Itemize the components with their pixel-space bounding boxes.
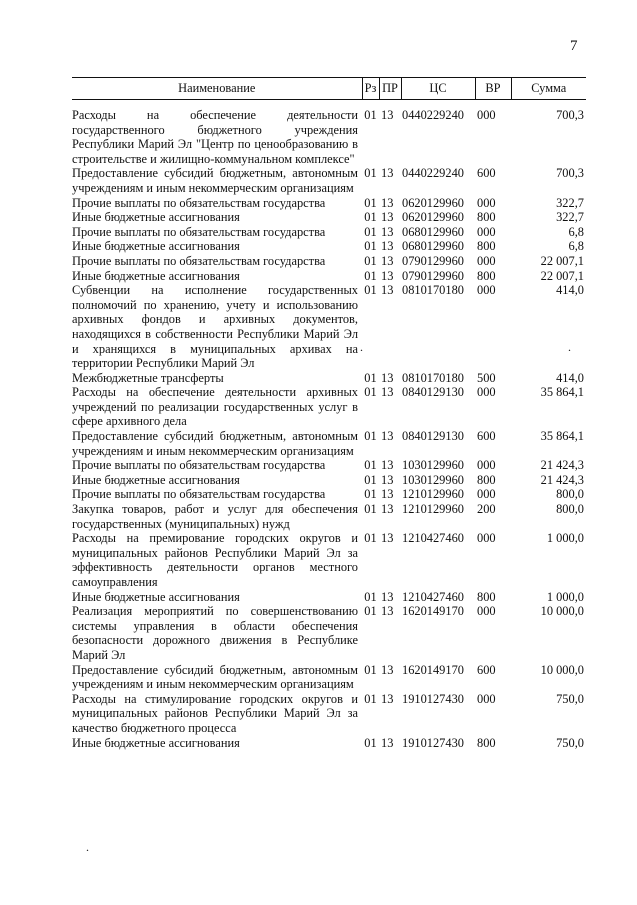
cell-cs: 1910127430 bbox=[402, 735, 464, 750]
cell-vr: 000 bbox=[477, 531, 496, 546]
table-row bbox=[72, 590, 586, 605]
table-row bbox=[72, 473, 586, 488]
cell-vr: 000 bbox=[477, 283, 496, 298]
cell-vr: 000 bbox=[477, 224, 496, 239]
header-pr: ПР bbox=[379, 78, 401, 100]
cell-name: Предоставление субсидий бюджетным, автономным учреждениям и иным некоммерческим организациям bbox=[72, 429, 358, 458]
table-row bbox=[72, 663, 586, 692]
cell-cs: 0840129130 bbox=[402, 429, 464, 444]
cell-vr: 000 bbox=[477, 385, 496, 400]
cell-sum: 6,8 bbox=[568, 224, 584, 239]
cell-rz: 01 bbox=[364, 691, 377, 706]
page-number: 7 bbox=[570, 38, 578, 54]
header-cs: ЦС bbox=[401, 78, 475, 100]
cell-sum: 750,0 bbox=[556, 691, 584, 706]
cell-rz: 01 bbox=[364, 458, 377, 473]
table-row bbox=[72, 166, 586, 195]
cell-vr: 600 bbox=[477, 166, 496, 181]
cell-pr: 13 bbox=[381, 166, 394, 181]
cell-rz: 01 bbox=[364, 108, 377, 122]
cell-sum: 21 424,3 bbox=[540, 472, 584, 487]
cell-rz: 01 bbox=[364, 224, 377, 239]
cell-name: Закупка товаров, работ и услуг для обеспечения государственных (муниципальных) нужд bbox=[72, 502, 358, 531]
cell-sum: 750,0 bbox=[556, 735, 584, 750]
cell-pr: 13 bbox=[381, 589, 394, 604]
cell-rz: 01 bbox=[364, 283, 377, 298]
cell-vr: 500 bbox=[477, 370, 496, 385]
cell-cs: 1210427460 bbox=[402, 589, 464, 604]
cell-name: Расходы на обеспечение деятельности архивных учреждений по реализации государственных услуг в сфере архивного дела bbox=[72, 385, 358, 429]
cell-rz: 01 bbox=[364, 385, 377, 400]
cell-cs: 0620129960 bbox=[402, 210, 464, 225]
cell-cs: 0620129960 bbox=[402, 195, 464, 210]
cell-name: Субвенции на исполнение государственных полномочий по хранению, учету и использованию архивных фондов и архивных документов, находящихся в собственности Республики Марий Эл и хранящихся в муниципальных архивах на территории Республики Марий Эл bbox=[72, 283, 358, 371]
cell-vr: 800 bbox=[477, 589, 496, 604]
cell-rz: 01 bbox=[364, 589, 377, 604]
table-row bbox=[72, 502, 586, 531]
cell-name: Иные бюджетные ассигнования bbox=[72, 268, 240, 283]
cell-name: Иные бюджетные ассигнования bbox=[72, 210, 240, 225]
cell-sum: 22 007,1 bbox=[540, 268, 584, 283]
cell-cs: 0680129960 bbox=[402, 224, 464, 239]
cell-sum: 800,0 bbox=[556, 502, 584, 517]
cell-cs: 0810170180 bbox=[402, 370, 464, 385]
cell-name: Прочие выплаты по обязательствам государства bbox=[72, 458, 326, 473]
cell-rz: 01 bbox=[364, 604, 377, 619]
cell-name: Межбюджетные трансферты bbox=[72, 370, 224, 385]
scan-speck: . bbox=[568, 340, 571, 354]
cell-name: Предоставление субсидий бюджетным, автономным учреждениям и иным некоммерческим организациям bbox=[72, 166, 358, 195]
cell-name: Иные бюджетные ассигнования bbox=[72, 472, 240, 487]
cell-pr: 13 bbox=[381, 108, 394, 122]
table-row bbox=[72, 736, 586, 751]
table-row bbox=[72, 254, 586, 269]
cell-pr: 13 bbox=[381, 283, 394, 298]
cell-cs: 1030129960 bbox=[402, 458, 464, 473]
cell-vr: 000 bbox=[477, 458, 496, 473]
table-header bbox=[72, 78, 586, 100]
cell-sum: 1 000,0 bbox=[546, 531, 584, 546]
cell-pr: 13 bbox=[381, 370, 394, 385]
cell-sum: 6,8 bbox=[568, 239, 584, 254]
table-row bbox=[72, 239, 586, 254]
cell-cs: 0810170180 bbox=[402, 283, 464, 298]
table-row bbox=[72, 458, 586, 473]
cell-pr: 13 bbox=[381, 224, 394, 239]
scan-speck: . bbox=[360, 340, 363, 354]
cell-pr: 13 bbox=[381, 487, 394, 502]
cell-sum: 700,3 bbox=[556, 108, 584, 122]
cell-name: Прочие выплаты по обязательствам государства bbox=[72, 487, 326, 502]
table-row bbox=[72, 692, 586, 736]
cell-vr: 600 bbox=[477, 662, 496, 677]
table-row bbox=[72, 210, 586, 225]
cell-cs: 1210129960 bbox=[402, 487, 464, 502]
cell-rz: 01 bbox=[364, 195, 377, 210]
cell-rz: 01 bbox=[364, 210, 377, 225]
cell-cs: 1210427460 bbox=[402, 531, 464, 546]
cell-vr: 200 bbox=[477, 502, 496, 517]
cell-pr: 13 bbox=[381, 239, 394, 254]
cell-rz: 01 bbox=[364, 370, 377, 385]
cell-vr: 800 bbox=[477, 735, 496, 750]
cell-vr: 800 bbox=[477, 268, 496, 283]
cell-vr: 800 bbox=[477, 472, 496, 487]
cell-sum: 700,3 bbox=[556, 166, 584, 181]
cell-sum: 21 424,3 bbox=[540, 458, 584, 473]
cell-rz: 01 bbox=[364, 253, 377, 268]
cell-name: Расходы на стимулирование городских округов и муниципальных районов Республики Марий Эл за качество бюджетного процесса bbox=[72, 691, 358, 735]
cell-name: Расходы на обеспечение деятельности государственного бюджетного учреждения Республики Марий Эл "Центр по ценообразованию в строительстве и жилищно-коммунальном комплексе" bbox=[72, 108, 358, 166]
cell-sum: 35 864,1 bbox=[540, 385, 584, 400]
cell-rz: 01 bbox=[364, 268, 377, 283]
cell-cs: 1210129960 bbox=[402, 502, 464, 517]
scan-speck: . bbox=[86, 840, 89, 854]
cell-rz: 01 bbox=[364, 531, 377, 546]
cell-cs: 0790129960 bbox=[402, 268, 464, 283]
table-row bbox=[72, 225, 586, 240]
header-name: Наименование bbox=[72, 78, 362, 100]
cell-rz: 01 bbox=[364, 502, 377, 517]
cell-sum: 10 000,0 bbox=[540, 662, 584, 677]
cell-sum: 1 000,0 bbox=[546, 589, 584, 604]
cell-sum: 414,0 bbox=[556, 370, 584, 385]
cell-cs: 0790129960 bbox=[402, 253, 464, 268]
cell-pr: 13 bbox=[381, 604, 394, 619]
cell-cs: 0440229240 bbox=[402, 108, 464, 122]
cell-sum: 414,0 bbox=[556, 283, 584, 298]
header-row bbox=[72, 78, 586, 100]
cell-cs: 1620149170 bbox=[402, 604, 464, 619]
cell-pr: 13 bbox=[381, 268, 394, 283]
cell-pr: 13 bbox=[381, 662, 394, 677]
cell-pr: 13 bbox=[381, 472, 394, 487]
table-row bbox=[72, 429, 586, 458]
table-row bbox=[72, 487, 586, 502]
table-row bbox=[72, 196, 586, 211]
cell-vr: 000 bbox=[477, 487, 496, 502]
cell-cs: 1030129960 bbox=[402, 472, 464, 487]
cell-cs: 0680129960 bbox=[402, 239, 464, 254]
cell-name: Расходы на премирование городских округов и муниципальных районов Республики Марий Эл за эффективность деятельности органов местного самоуправления bbox=[72, 531, 358, 589]
cell-rz: 01 bbox=[364, 472, 377, 487]
cell-cs: 1620149170 bbox=[402, 662, 464, 677]
cell-name: Прочие выплаты по обязательствам государства bbox=[72, 195, 326, 210]
cell-cs: 1910127430 bbox=[402, 691, 464, 706]
cell-sum: 10 000,0 bbox=[540, 604, 584, 619]
cell-vr: 800 bbox=[477, 210, 496, 225]
cell-rz: 01 bbox=[364, 239, 377, 254]
cell-pr: 13 bbox=[381, 458, 394, 473]
cell-rz: 01 bbox=[364, 662, 377, 677]
cell-sum: 22 007,1 bbox=[540, 253, 584, 268]
table-row bbox=[72, 283, 586, 371]
cell-vr: 000 bbox=[477, 253, 496, 268]
cell-rz: 01 bbox=[364, 429, 377, 444]
cell-name: Иные бюджетные ассигнования bbox=[72, 735, 240, 750]
table-body bbox=[72, 100, 586, 751]
cell-pr: 13 bbox=[381, 210, 394, 225]
cell-vr: 000 bbox=[477, 691, 496, 706]
cell-sum: 322,7 bbox=[556, 210, 584, 225]
cell-sum: 35 864,1 bbox=[540, 429, 584, 444]
cell-vr: 000 bbox=[477, 108, 496, 122]
cell-vr: 800 bbox=[477, 239, 496, 254]
table-row bbox=[72, 604, 586, 662]
cell-cs: 0840129130 bbox=[402, 385, 464, 400]
cell-sum: 322,7 bbox=[556, 195, 584, 210]
cell-name: Реализация мероприятий по совершенствованию системы управления в области обеспечения безопасности дорожного движения в Республике Марий Эл bbox=[72, 604, 358, 662]
cell-pr: 13 bbox=[381, 253, 394, 268]
cell-pr: 13 bbox=[381, 429, 394, 444]
cell-name: Предоставление субсидий бюджетным, автономным учреждениям и иным некоммерческим организациям bbox=[72, 662, 358, 692]
cell-rz: 01 bbox=[364, 735, 377, 750]
cell-name: Прочие выплаты по обязательствам государства bbox=[72, 224, 326, 239]
cell-vr: 600 bbox=[477, 429, 496, 444]
cell-pr: 13 bbox=[381, 385, 394, 400]
cell-cs: 0440229240 bbox=[402, 166, 464, 181]
header-rz: Рз bbox=[362, 78, 379, 100]
cell-sum: 800,0 bbox=[556, 487, 584, 502]
table-row bbox=[72, 269, 586, 284]
cell-vr: 000 bbox=[477, 195, 496, 210]
table-row bbox=[72, 100, 586, 167]
cell-pr: 13 bbox=[381, 735, 394, 750]
cell-rz: 01 bbox=[364, 166, 377, 181]
table-row bbox=[72, 531, 586, 589]
cell-name: Прочие выплаты по обязательствам государства bbox=[72, 253, 326, 268]
cell-name: Иные бюджетные ассигнования bbox=[72, 589, 240, 604]
header-sum: Сумма bbox=[511, 78, 586, 100]
cell-name: Иные бюджетные ассигнования bbox=[72, 239, 240, 254]
table-row bbox=[72, 371, 586, 386]
cell-pr: 13 bbox=[381, 502, 394, 517]
table-row bbox=[72, 385, 586, 429]
cell-pr: 13 bbox=[381, 691, 394, 706]
cell-vr: 000 bbox=[477, 604, 496, 619]
cell-pr: 13 bbox=[381, 195, 394, 210]
budget-table bbox=[72, 77, 586, 750]
cell-pr: 13 bbox=[381, 531, 394, 546]
cell-rz: 01 bbox=[364, 487, 377, 502]
header-vr: ВР bbox=[475, 78, 511, 100]
